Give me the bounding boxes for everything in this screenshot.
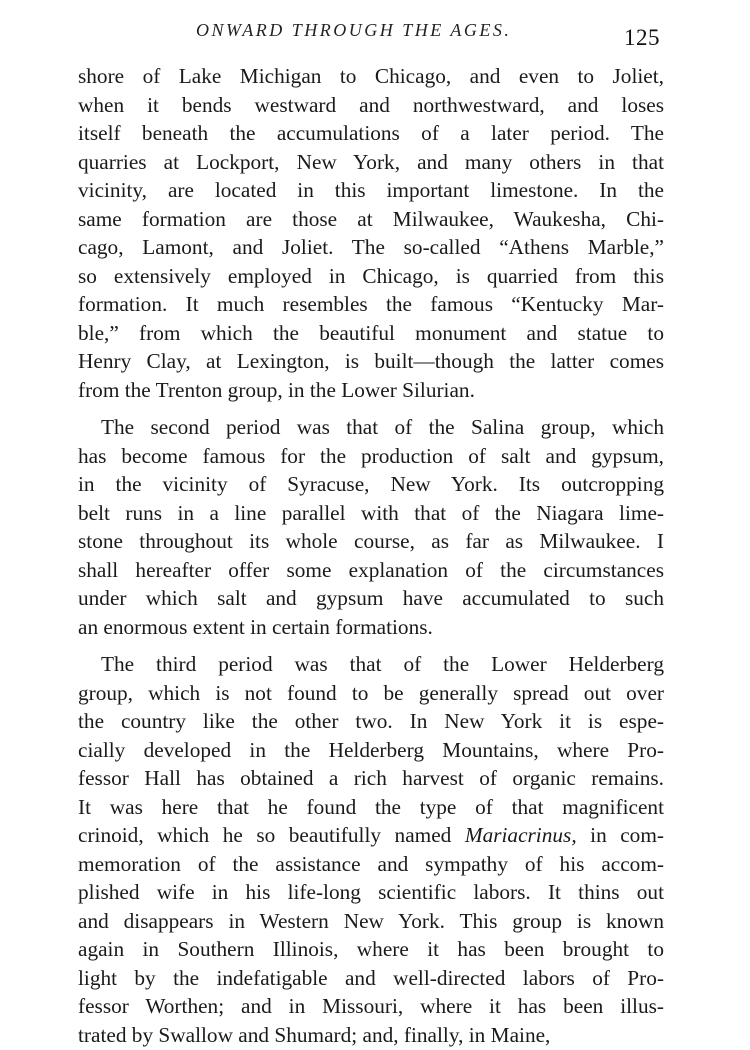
text-line: quarries at Lockport, New York, and many others in that (78, 149, 664, 174)
running-title: ONWARD THROUGH THE AGES. (196, 20, 512, 40)
text-line: ble,” from which the beautiful monument and statue to (78, 320, 664, 345)
text-line: from the Trenton group, in the Lower Silurian. (78, 377, 475, 402)
paragraph (78, 62, 664, 404)
text-line: same formation are those at Milwaukee, Waukesha, Chi- (78, 206, 664, 231)
text-line: It was here that he found the type of that magnificent (78, 794, 664, 819)
text-line: The third period was that of the Lower Helderberg (101, 652, 664, 676)
text-line: formation. It much resembles the famous “Kentucky Mar- (78, 292, 664, 316)
text-line: vicinity, are located in this important limestone. In the (78, 178, 664, 202)
text-run: in com- (576, 823, 664, 847)
text-line: so extensively employed in Chicago, is quarried from this (78, 263, 664, 288)
text-line: an enormous extent in certain formations. (78, 614, 433, 639)
text-line: and disappears in Western New York. This group is known (78, 908, 664, 933)
text-line: has become famous for the production of salt and gypsum, (78, 443, 664, 468)
text-line: when it bends westward and northwestward, and loses (78, 92, 664, 117)
text-line: fessor Worthen; and in Missouri, where it has been illus- (78, 994, 664, 1018)
text-line: again in Southern Illinois, where it has been brought to (78, 937, 664, 961)
text-line: the country like the other two. In New York it is espe- (78, 709, 664, 733)
text-line: belt runs in a line parallel with that of the Niagara lime- (78, 500, 664, 525)
paragraph (78, 413, 664, 641)
text-line: trated by Swallow and Shumard; and, finally, in Maine, (78, 1022, 551, 1047)
text-line: stone throughout its whole course, as far as Milwaukee. I (78, 529, 664, 553)
text-line: cago, Lamont, and Joliet. The so-called “Athens Marble,” (78, 235, 664, 259)
text-line: shore of Lake Michigan to Chicago, and even to Joliet, (78, 64, 664, 88)
text-line: memoration of the assistance and sympathy of his accom- (78, 851, 664, 876)
paragraph (78, 650, 664, 1049)
text-run: crinoid, which he so beautifully named (78, 823, 465, 847)
text-line: in the vicinity of Syracuse, New York. Its outcropping (78, 472, 664, 496)
text-line (78, 821, 664, 850)
text-line: Henry Clay, at Lexington, is built—though the latter comes (78, 349, 664, 373)
italic-genus-name: Mariacrinus, (464, 823, 577, 847)
text-line: fessor Hall has obtained a rich harvest of organic remains. (78, 766, 664, 790)
text-line: itself beneath the accumulations of a later period. The (78, 121, 664, 145)
text-line: under which salt and gypsum have accumulated to such (78, 586, 664, 610)
text-line: light by the indefatigable and well-directed labors of Pro- (78, 965, 664, 990)
text-line: cially developed in the Helderberg Mountains, where Pro- (78, 737, 664, 762)
running-head (0, 20, 750, 50)
page-number: 125 (624, 25, 660, 50)
text-line: group, which is not found to be generally spread out over (78, 680, 664, 705)
text-line: The second period was that of the Salina group, which (101, 415, 664, 439)
body-text (78, 62, 664, 1049)
text-line: shall hereafter offer some explanation of the circumstances (78, 557, 664, 582)
text-line: plished wife in his life-long scientific labors. It thins out (78, 880, 664, 904)
